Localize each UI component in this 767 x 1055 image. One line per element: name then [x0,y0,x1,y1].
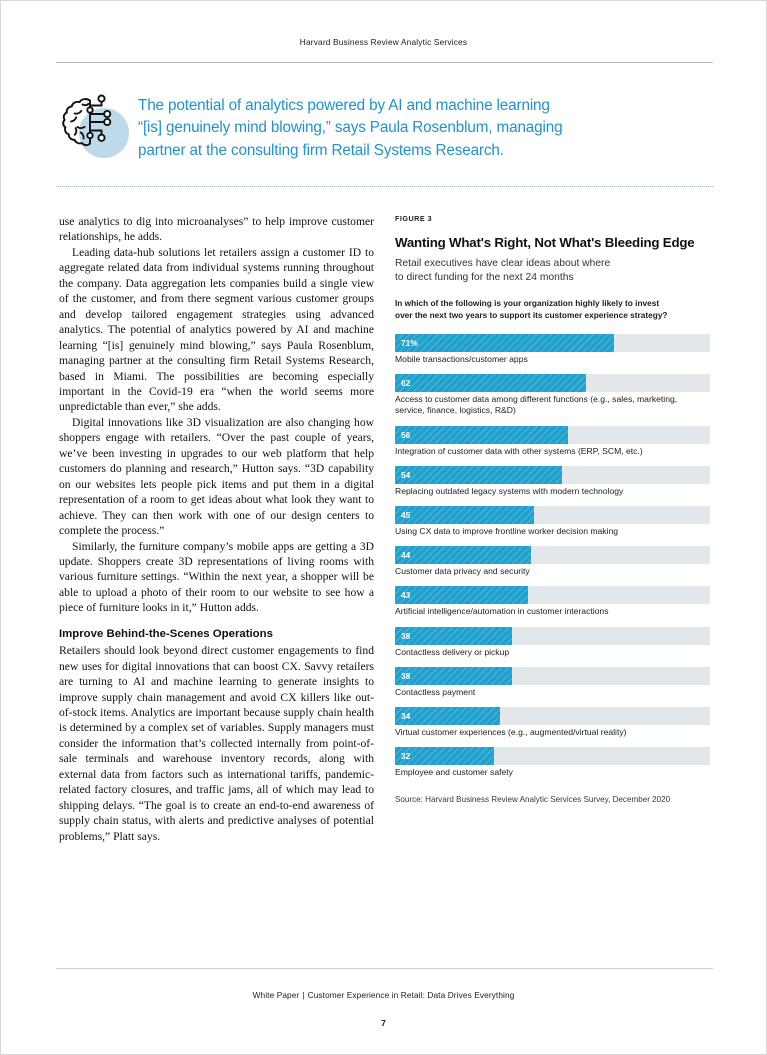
bar-category-label [395,394,713,416]
bar-value-label: 54 [401,469,411,480]
bar-category-label-line: Virtual customer experiences (e.g., augmented/virtual reality) [395,727,627,738]
body-paragraph: use analytics to dig into microanalyses” to help improve customer relationships, he adds. [59,215,374,244]
figure-question-line-2: over the next two years to support its customer experience strategy? [395,309,668,320]
bar-track [395,667,710,685]
bar-row [395,426,713,457]
bar-fill [395,426,568,444]
bar-fill [395,546,531,564]
bar-category-label-line: Mobile transactions/customer apps [395,354,528,364]
bar-category-label [395,566,713,577]
figure-column-right [395,214,713,804]
bar-category-label-line: Using CX data to improve frontline worker decision making [395,526,619,537]
bar-fill [395,374,586,392]
bar-category-label-line: Contactless payment [395,686,476,697]
body-paragraph: Leading data-hub solutions let retailers assign a customer ID to aggregate related data from individual systems running throughout the company. Data aggregation lets companies build a single view of the customer, and from there segment various customer groups and develop tailored engagement strategies using advanced analytics. The potential of analytics powered by AI and machine learning “[is] genuinely mind blowing,” says Paula Rosenblum, managing partner at the consulting firm Retail Systems Research, based in Miami. The possibilities are becoming especially important in the Covid-19 era “when the world seems more unpredictable than ever,” she adds. [59,245,374,414]
bar-value-label: 71% [401,338,418,348]
figure-source: Source: Harvard Business Review Analytic Services Survey, December 2020 [395,795,671,805]
bar-value-label: 34 [401,711,411,722]
footer-rule [56,968,713,969]
footer [1,990,766,1000]
bar-value-label: 38 [401,630,411,641]
body-paragraph: Similarly, the furniture company’s mobile apps are getting a 3D update. Shoppers create 3D representations of living rooms with various furniture settings. “Within the next year, a shopper will be able to upload a photo of their room to our website to see how a piece of furniture looks in it,” Hutton adds. [59,539,374,615]
bar-fill [395,586,528,604]
header-rule [56,62,713,63]
bar-track [395,466,710,484]
brain-circuit-icon [56,89,138,169]
bar-fill [395,707,500,725]
bar-category-label-line: Integration of customer data with other systems (ERP, SCM, etc.) [395,445,643,456]
bar-chart [395,334,713,778]
bar-category-label [395,354,713,365]
footer-doc-type: White Paper [252,990,300,1000]
bar-category-label [395,727,713,738]
bar-category-label-line: Access to customer data among different functions (e.g., sales, marketing, [395,394,678,405]
bar-track [395,707,710,725]
bar-track [395,546,710,564]
bar-category-label [395,526,713,537]
bar-row [395,334,713,365]
pull-quote-text [138,89,563,162]
bar-row [395,466,713,497]
bar-track [395,627,710,645]
pull-quote-line-3: partner at the consulting firm Retail Systems Research. [138,141,504,159]
bar-category-label-line: Contactless delivery or pickup [395,646,510,657]
bar-row [395,627,713,658]
page-number: 7 [381,1018,386,1028]
bar-fill [395,667,512,685]
bar-category-label [395,687,713,698]
bar-category-label [395,767,713,778]
bar-fill [395,334,614,352]
bar-value-label: 62 [401,378,411,389]
bar-fill [395,506,534,524]
bar-value-label: 44 [401,550,411,561]
bar-value-label: 38 [401,670,411,681]
figure-title: Wanting What's Right, Not What's Bleeding Edge [395,235,695,250]
pull-quote-line-1: The potential of analytics powered by AI and machine learning [138,97,550,114]
bar-track [395,334,710,352]
bar-row [395,546,713,577]
bar-category-label-line: Employee and customer safety [395,767,513,778]
bar-category-label-line: Replacing outdated legacy systems with modern technology [395,485,624,496]
figure-question-line-1: In which of the following is your organization highly likely to invest [395,298,660,309]
bar-value-label: 32 [401,751,411,762]
bar-category-label [395,446,713,457]
bar-row [395,707,713,738]
bar-row [395,586,713,617]
footer-separator: | [302,990,305,1000]
bar-value-label: 45 [401,510,411,521]
figure-label: FIGURE 3 [395,214,433,223]
running-head: Harvard Business Review Analytic Services [299,37,468,47]
bar-track [395,506,710,524]
bar-row [395,667,713,698]
bar-value-label: 56 [401,429,411,440]
figure-subtitle-line-1: Retail executives have clear ideas about where [395,258,611,269]
bar-row [395,747,713,778]
bar-track [395,747,710,765]
section-subhead: Improve Behind-the-Scenes Operations [59,627,273,640]
figure-subtitle [395,257,713,284]
bar-track [395,374,710,392]
body-paragraph: Retailers should look beyond direct customer engagements to find new uses for digital innovations that can boost CX. Savvy retailers are turning to AI and machine learning to generate insights to improve supply chain management and avoid CX killers like out-of-stock items. Analytics are important because supply chain health is determined by a complex set of variables. Supply managers must consider the information that’s collected internally from point-of-sale terminals and warehouse inventory records, along with external data from factors such as international tariffs, pandemic-related factory closures, and traffic jams, all of which may lead to shipping delays. “The goal is to create an end-to-end awareness of supply chain status, with alerts and predictive analyses of potential problems,” Platt says. [59,644,374,843]
footer-doc-title: Customer Experience in Retail: Data Drives Everything [307,990,515,1000]
bar-category-label-line: Artificial intelligence/automation in customer interactions [395,606,609,617]
bar-fill [395,466,562,484]
pull-quote [56,89,713,169]
bar-fill [395,627,512,645]
bar-track [395,586,710,604]
body-column-left [59,214,374,844]
bar-category-label [395,486,713,497]
figure-subtitle-line-2: to direct funding for the next 24 months [395,271,574,283]
bar-category-label-line: Customer data privacy and security [395,566,530,577]
body-paragraph: Digital innovations like 3D visualization are also changing how shoppers engage with retailers. “Over the past couple of years, we’ve been investing in upgrades to our web platform that help customers do planning and research,” Hutton says. “3D capability on our websites lets people pick items and put them in a digital representation of a room to get ideas about what look they want to achieve. They can then work with one of our design centers to complete the process.” [59,415,374,538]
bar-track [395,426,710,444]
bar-row [395,506,713,537]
bar-value-label: 43 [401,590,411,601]
pull-quote-line-2: “[is] genuinely mind blowing,” says Paula Rosenblum, managing [138,119,563,137]
bar-row [395,374,713,416]
bar-category-label-line: service, finance, logistics, R&D) [395,405,516,416]
figure-question [395,298,713,321]
bar-category-label [395,606,713,617]
dotted-divider [56,186,713,187]
bar-category-label [395,647,713,658]
